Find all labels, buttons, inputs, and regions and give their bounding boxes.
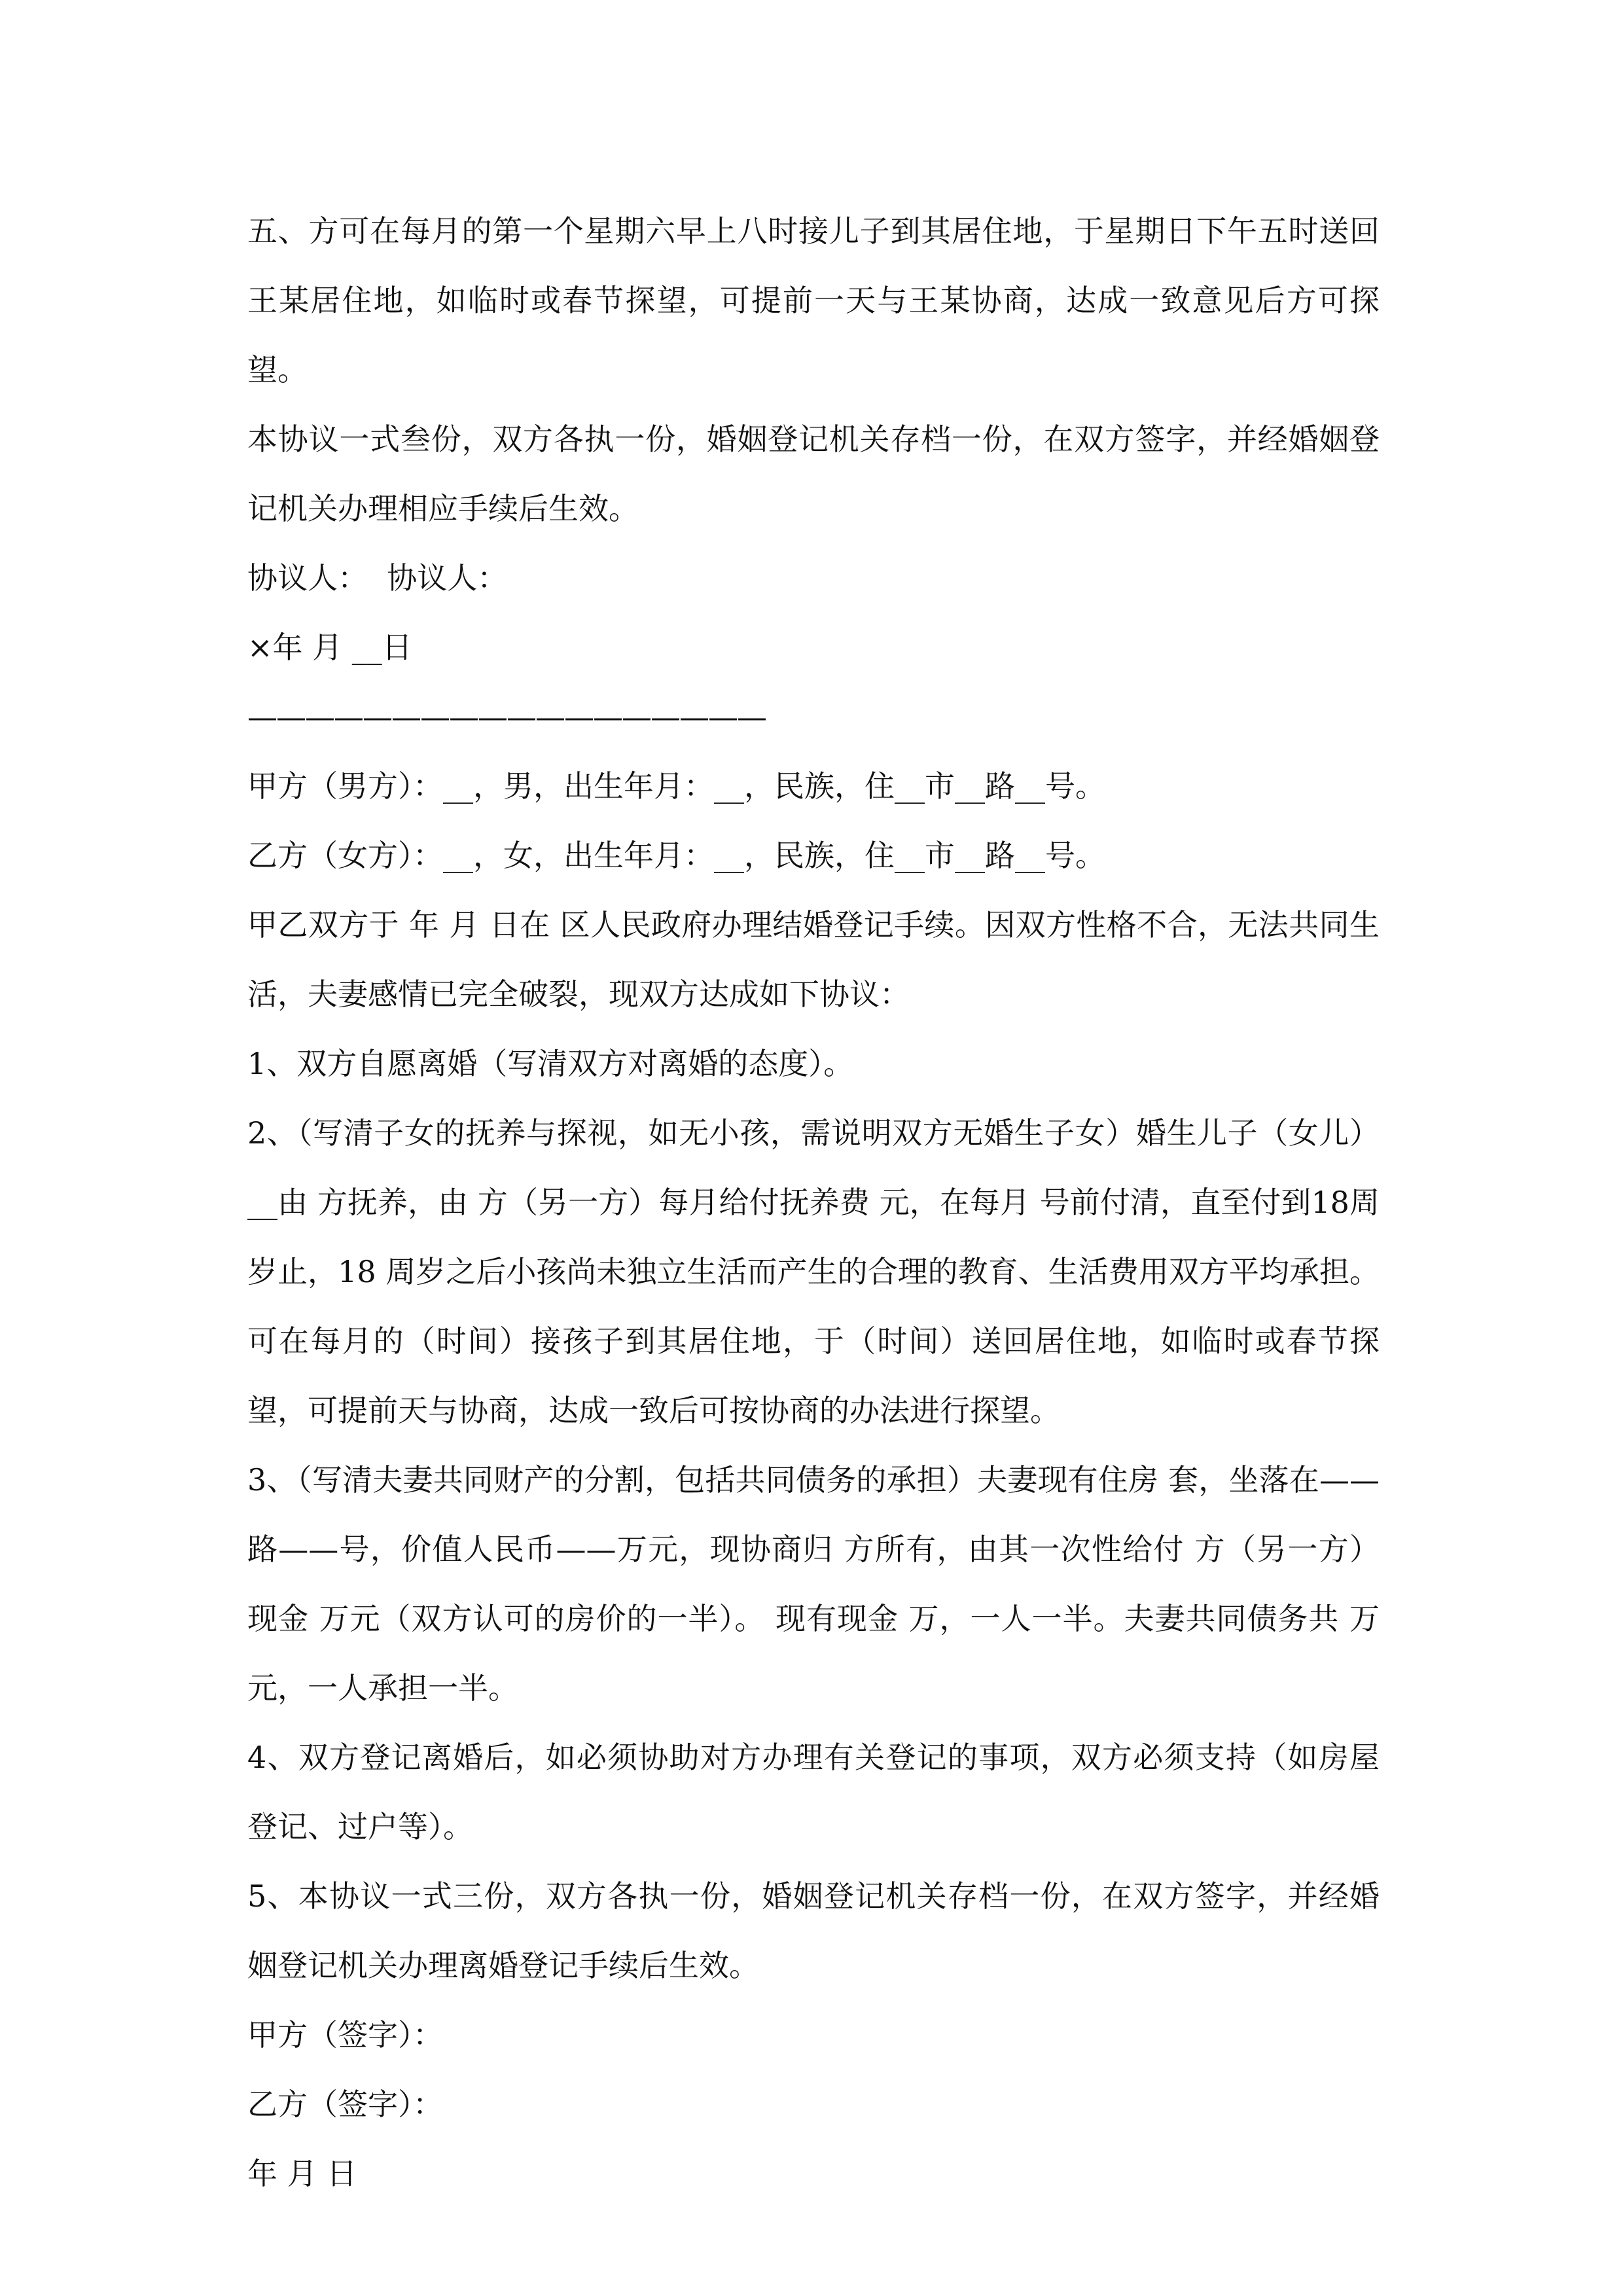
clause-5-effectiveness: 5、本协议一式三份，双方各执一份，婚姻登记机关存档一份，在双方签字，并经婚姻登记机关办理离婚登记手续后生效。 (247, 1878, 1380, 1983)
clause-3-property-division: 3、（写清夫妻共同财产的分割，包括共同债务的承担）夫妻现有住房 套，坐落在——路——号，价值人民币——万元，现协商归 方所有，由其一次性给付 方（另一方）现金 万元（双方认可的房价的一半）。 现有现金 万，一人一半。夫妻共同债务共 万元，一人承担一半。 (247, 1462, 1380, 1706)
date-line: ×年 月 __日 (247, 630, 412, 665)
signature-date-line: 年 月 日 (247, 2156, 357, 2191)
paragraph-marriage-background: 甲乙双方于 年 月 日在 区人民政府办理结婚登记手续。因双方性格不合，无法共同生活，夫妻感情已完全破裂，现双方达成如下协议： (247, 907, 1380, 1012)
party-a-signature-line: 甲方（签字）： (247, 2017, 443, 2053)
clause-1-divorce-consent: 1、双方自愿离婚（写清双方对离婚的态度）。 (247, 1046, 854, 1081)
paragraph-visitation-clause-five: 五、方可在每月的第一个星期六早上八时接儿子到其居住地，于星期日下午五时送回王某居住地，如临时或春节探望，可提前一天与王某协商，达成一致意见后方可探望。 (247, 213, 1380, 387)
document-page (247, 196, 1380, 2208)
section-divider: —————————————————— (247, 699, 766, 734)
paragraph-agreement-copies: 本协议一式叁份，双方各执一份，婚姻登记机关存档一份，在双方签字，并经婚姻登记机关办理相应手续后生效。 (247, 422, 1380, 526)
signatories-line: 协议人： 协议人： (247, 560, 508, 596)
clause-2-child-custody: 2、（写清子女的抚养与探视，如无小孩，需说明双方无婚生子女）婚生儿子（女儿）__由 方抚养，由 方（另一方）每月给付抚养费 元，在每月 号前付清，直至付到18周岁止，18 周岁之后小孩尚未独立生活而产生的合理的教育、生活费用双方平均承担。可在每月的（时间）接孩子到其居住地，于（时间）送回居住地，如临时或春节探望，可提前天与协商，达成一致后可按协商的办法进行探望。 (247, 1115, 1380, 1428)
party-a-info: 甲方（男方）：__，男，出生年月：__，民族，住__市__路__号。 (247, 768, 1105, 804)
party-b-info: 乙方（女方）：__，女，出生年月：__，民族，住__市__路__号。 (247, 838, 1105, 873)
clause-4-registration-assistance: 4、双方登记离婚后，如必须协助对方办理有关登记的事项，双方必须支持（如房屋登记、过户等）。 (247, 1740, 1380, 1844)
party-b-signature-line: 乙方（签字）： (247, 2087, 443, 2122)
